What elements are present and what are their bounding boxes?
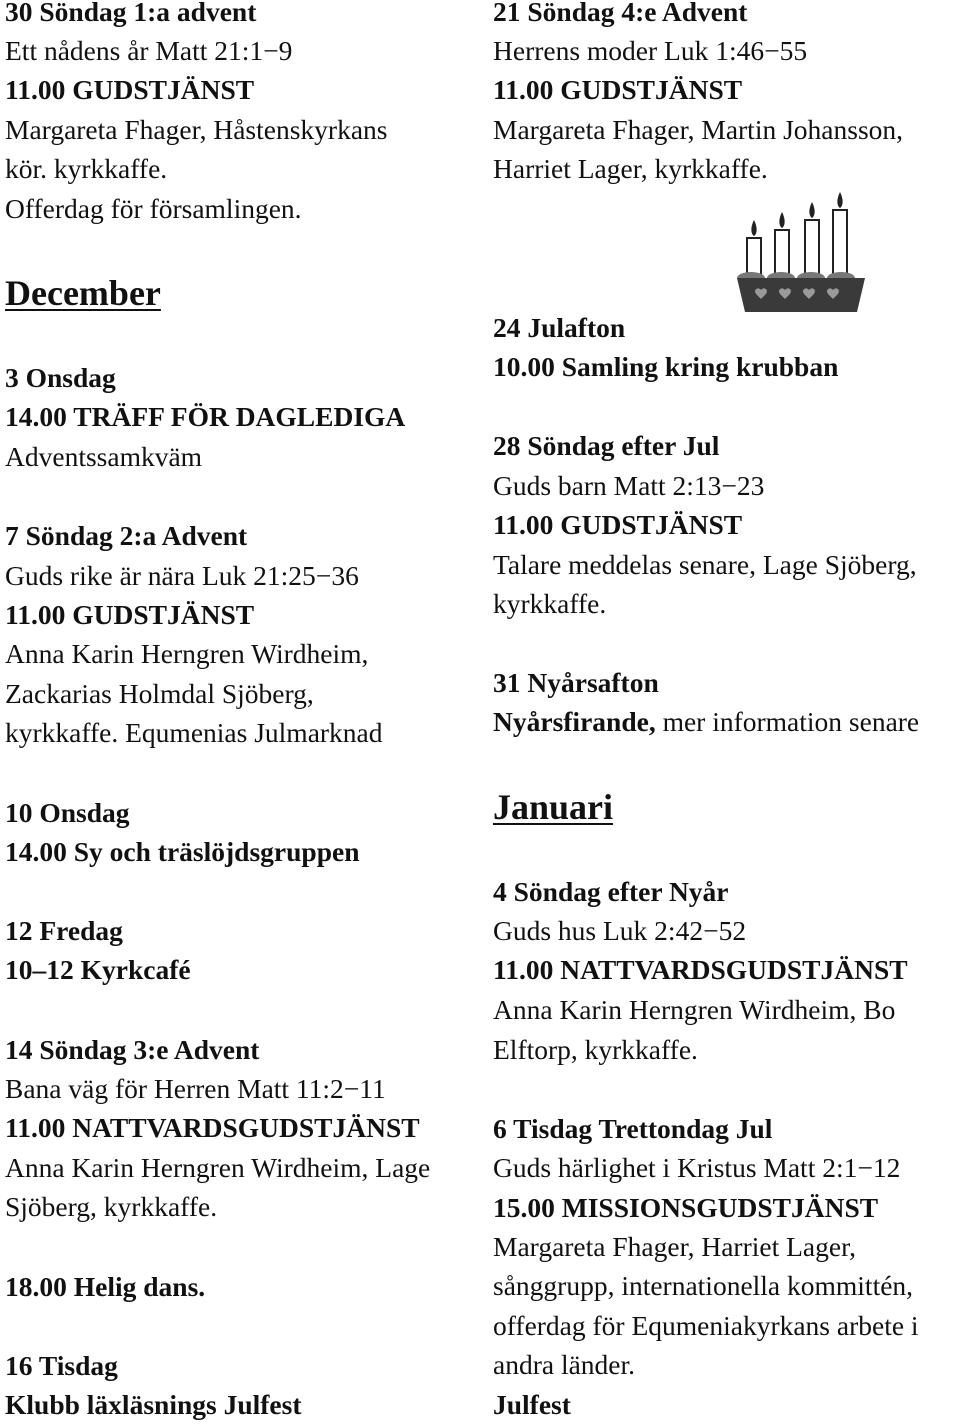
event-text: Ett nådens år Matt 21:1−9: [5, 35, 293, 66]
event-text-rest: mer information senare: [655, 706, 920, 737]
event-text: [493, 702, 919, 742]
event-text: Klubb läxläsnings Julfest: [5, 1389, 302, 1420]
event-text: Bana väg för Herren Matt 11:2−11: [5, 1073, 386, 1104]
event-heading: Julfest: [493, 1389, 571, 1420]
event-heading: 7 Söndag 2:a Advent: [5, 520, 248, 551]
event-heading: 14 Söndag 3:e Advent: [5, 1034, 260, 1065]
event-text: Herrens moder Luk 1:46−55: [493, 35, 808, 66]
event-heading: 24 Julafton: [493, 312, 626, 343]
event-heading: 31 Nyårsafton: [493, 667, 659, 698]
event-time: 11.00 GUDSTJÄNST: [493, 509, 743, 540]
event-text: Guds rike är nära Luk 21:25−36: [5, 560, 359, 591]
event-time: 14.00 TRÄFF FÖR DAGLEDIGA: [5, 401, 406, 432]
event-heading: 21 Söndag 4:e Advent: [493, 0, 748, 27]
event-time: 11.00 NATTVARDSGUDSTJÄNST: [5, 1112, 420, 1143]
month-heading-december: December: [5, 273, 161, 313]
event-text: Elftorp, kyrkkaffe.: [493, 1034, 698, 1065]
event-heading: 10 Onsdag: [5, 797, 130, 828]
event-text: Margareta Fhager, Håstenskyrkans: [5, 114, 388, 145]
event-text: Margareta Fhager, Harriet Lager,: [493, 1231, 857, 1262]
event-text: Sjöberg, kyrkkaffe.: [5, 1191, 218, 1222]
event-text: kyrkkaffe. Equmenias Julmarknad: [5, 717, 383, 748]
event-heading: 4 Söndag efter Nyår: [493, 876, 729, 907]
event-time: 15.00 MISSIONSGUDSTJÄNST: [493, 1192, 879, 1223]
event-text: kör. kyrkkaffe.: [5, 153, 168, 184]
event-heading: 30 Söndag 1:a advent: [5, 0, 257, 27]
event-text: Adventssamkväm: [5, 441, 203, 472]
event-heading: 16 Tisdag: [5, 1350, 118, 1381]
event-text: Guds härlighet i Kristus Matt 2:1−12: [493, 1152, 901, 1183]
event-time: 11.00 GUDSTJÄNST: [5, 599, 255, 630]
event-time: Nyårsfirande,: [493, 706, 656, 737]
event-text: Zackarias Holmdal Sjöberg,: [5, 678, 314, 709]
event-time: 11.00 GUDSTJÄNST: [5, 74, 255, 105]
event-text: Anna Karin Herngren Wirdheim, Bo: [493, 994, 896, 1025]
event-heading: 28 Söndag efter Jul: [493, 430, 720, 461]
event-text: Guds barn Matt 2:13−23: [493, 470, 765, 501]
event-text: offerdag för Equmeniakyrkans arbete i: [493, 1310, 919, 1341]
event-text: Anna Karin Herngren Wirdheim, Lage: [5, 1152, 431, 1183]
event-heading: 3 Onsdag: [5, 362, 116, 393]
event-text: andra länder.: [493, 1349, 636, 1380]
event-text: Harriet Lager, kyrkkaffe.: [493, 153, 768, 184]
event-text: Anna Karin Herngren Wirdheim,: [5, 638, 369, 669]
event-heading: 12 Fredag: [5, 915, 123, 946]
event-text: Talare meddelas senare, Lage Sjöberg,: [493, 549, 917, 580]
event-text: Offerdag för församlingen.: [5, 193, 302, 224]
event-text: Guds hus Luk 2:42−52: [493, 915, 747, 946]
month-heading-januari: Januari: [493, 787, 614, 827]
event-text: kyrkkaffe.: [493, 588, 607, 619]
event-time: 11.00 GUDSTJÄNST: [493, 74, 743, 105]
event-time: 18.00 Helig dans.: [5, 1271, 206, 1302]
event-text: Margareta Fhager, Martin Johansson,: [493, 114, 904, 145]
event-time: 10–12 Kyrkcafé: [5, 954, 191, 985]
advent-candles-icon: [733, 190, 873, 316]
event-time: 14.00 Sy och träslöjdsgruppen: [5, 836, 360, 867]
event-text: sånggrupp, internationella kommittén,: [493, 1270, 914, 1301]
event-time: 10.00 Samling kring krubban: [493, 351, 839, 382]
event-heading: 6 Tisdag Trettondag Jul: [493, 1113, 773, 1144]
event-time: 11.00 NATTVARDSGUDSTJÄNST: [493, 954, 908, 985]
